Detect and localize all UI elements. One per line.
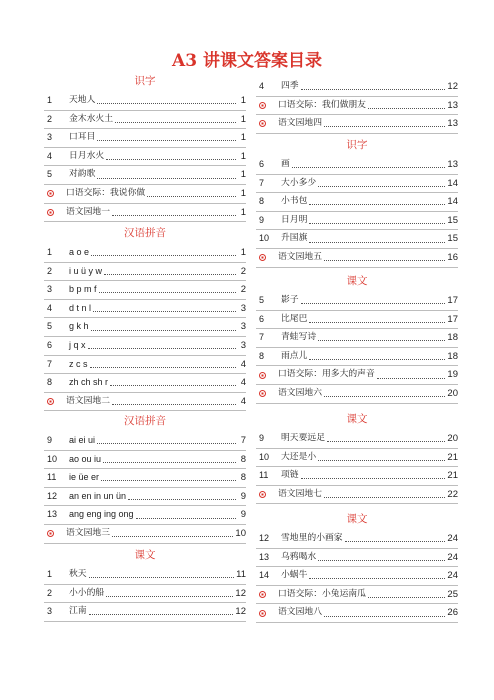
toc-entry[interactable] — [256, 329, 458, 348]
entry-label: an en in un ün — [69, 490, 127, 501]
toc-entry[interactable] — [44, 374, 246, 393]
entry-label: 小小的船 — [69, 587, 105, 598]
entry-label: 语文园地三 — [66, 527, 110, 538]
page-number: 1 — [240, 247, 246, 258]
dot-leader — [90, 367, 236, 368]
page-number: 4 — [240, 358, 246, 370]
entry-number: 11 — [47, 472, 57, 483]
entry-number: 8 — [259, 350, 265, 361]
entry-label: 雨点儿 — [281, 350, 308, 361]
entry-number: 5 — [259, 295, 265, 305]
entry-number: 7 — [47, 358, 53, 369]
page-number: 4 — [240, 395, 246, 407]
entry-label: 江南 — [69, 606, 87, 617]
toc-entry[interactable] — [256, 467, 458, 486]
page-title: A3 讲课文答案目录 — [172, 51, 322, 71]
entry-label: 升国旗 — [281, 233, 308, 244]
page-number: 4 — [240, 377, 246, 389]
page-number: 21 — [447, 451, 458, 463]
dot-leader — [91, 330, 236, 331]
dot-leader — [106, 596, 233, 597]
dot-leader — [97, 103, 236, 104]
entry-label: 金木水火土 — [69, 113, 113, 124]
page-number: 3 — [240, 339, 246, 351]
toc-entry[interactable] — [256, 530, 458, 549]
dot-leader — [309, 359, 445, 360]
entry-number: 6 — [259, 313, 265, 324]
entry-number: 9 — [259, 214, 265, 225]
section-heading: 汉语拼音 — [124, 227, 166, 239]
toc-entry[interactable] — [44, 488, 246, 507]
entry-number: 1 — [47, 95, 53, 105]
page-number: 8 — [240, 453, 246, 465]
entry-label: ie üe er — [69, 472, 100, 483]
bullet-icon — [44, 398, 66, 405]
entry-label: 雪地里的小画家 — [281, 533, 343, 543]
toc-entry[interactable] — [256, 385, 458, 404]
entry-label: 语文园地一 — [66, 206, 110, 217]
toc-entry[interactable] — [256, 311, 458, 330]
dot-leader — [112, 536, 233, 537]
entry-number: 13 — [259, 551, 270, 562]
entry-number: 9 — [47, 435, 53, 445]
page-number: 10 — [235, 527, 246, 539]
entry-label: 大小多少 — [281, 177, 317, 188]
page-number: 20 — [447, 387, 458, 399]
page-number: 13 — [447, 99, 458, 111]
entry-label: 语文园地五 — [278, 251, 322, 262]
dot-leader — [318, 560, 445, 561]
toc-section — [256, 78, 458, 134]
dot-leader — [101, 480, 236, 481]
dot-leader — [309, 204, 445, 205]
entry-label: 画 — [281, 159, 290, 169]
page-number: 3 — [240, 302, 246, 314]
page-number: 17 — [447, 313, 458, 325]
dot-leader — [301, 89, 446, 90]
entry-number: 2 — [47, 265, 53, 276]
toc-section — [256, 510, 458, 623]
page-number: 1 — [240, 150, 246, 162]
bullet-icon — [256, 591, 278, 598]
entry-number: 14 — [259, 570, 270, 581]
page-number: 2 — [240, 284, 246, 296]
toc-entry[interactable] — [256, 486, 458, 505]
entry-number: 10 — [259, 451, 270, 462]
dot-leader — [327, 441, 445, 442]
toc-entry[interactable] — [44, 244, 246, 263]
toc-entry[interactable] — [256, 156, 458, 175]
toc-entry[interactable] — [256, 586, 458, 605]
entry-label: 口语交际：用多大的声音 — [278, 369, 375, 380]
toc-entry[interactable] — [256, 175, 458, 194]
entry-number: 10 — [259, 233, 270, 244]
entry-label: 小蜗牛 — [281, 570, 308, 581]
entry-label: d t n l — [69, 302, 92, 313]
dot-leader — [89, 614, 234, 615]
bullet-icon — [256, 390, 278, 397]
dot-leader — [324, 126, 445, 127]
page-number: 18 — [447, 350, 458, 362]
dot-leader — [112, 404, 236, 405]
section-heading: 课文 — [346, 513, 368, 525]
section-heading: 识字 — [134, 75, 156, 87]
bullet-icon — [256, 610, 278, 617]
entry-number: 8 — [47, 377, 53, 388]
entry-label: 对韵歌 — [69, 169, 96, 180]
bullet-icon — [44, 190, 66, 197]
toc-entry[interactable] — [256, 212, 458, 231]
entry-number: 12 — [47, 490, 58, 501]
dot-leader — [324, 260, 445, 261]
dot-leader — [377, 378, 446, 379]
toc-entry[interactable] — [256, 97, 458, 116]
toc-entry[interactable] — [44, 111, 246, 130]
toc-section — [44, 546, 246, 622]
toc-entry[interactable] — [256, 549, 458, 568]
toc-entry[interactable] — [44, 185, 246, 204]
entry-label: 语文园地二 — [66, 395, 110, 406]
dot-leader — [97, 140, 236, 141]
dot-leader — [93, 311, 236, 312]
section-heading: 课文 — [346, 413, 368, 425]
entry-number: 10 — [47, 453, 58, 464]
page-number: 20 — [447, 433, 458, 444]
entry-label: 语文园地八 — [278, 607, 322, 618]
page-number: 25 — [447, 588, 458, 600]
entry-label: zh ch sh r — [69, 377, 109, 388]
dot-leader — [292, 167, 446, 168]
dot-leader — [345, 541, 446, 542]
toc-entry[interactable] — [44, 300, 246, 319]
toc-entry[interactable] — [256, 78, 458, 97]
toc-entry[interactable] — [44, 356, 246, 375]
entry-label: 秋天 — [69, 569, 87, 579]
entry-number: 1 — [47, 569, 53, 579]
section-heading: 课文 — [346, 275, 368, 287]
dot-leader — [147, 196, 236, 197]
entry-number: 13 — [47, 509, 58, 520]
entry-number: 8 — [259, 196, 265, 207]
entry-label: 语文园地七 — [278, 488, 322, 499]
toc-entry[interactable] — [44, 393, 246, 412]
bullet-icon — [256, 120, 278, 127]
dot-leader — [318, 460, 445, 461]
section-heading: 课文 — [134, 549, 156, 561]
dot-leader — [106, 159, 236, 160]
page-number: 26 — [447, 607, 458, 619]
toc-section — [256, 136, 458, 268]
dot-leader — [309, 242, 445, 243]
entry-number: 7 — [259, 177, 265, 188]
dot-leader — [110, 385, 236, 386]
dot-leader — [97, 178, 236, 179]
page-number: 21 — [447, 470, 458, 482]
dot-leader — [309, 322, 445, 323]
toc-entry[interactable] — [44, 204, 246, 223]
page-number: 17 — [447, 295, 458, 306]
page-number: 15 — [447, 214, 458, 226]
page-number: 1 — [240, 206, 246, 218]
dot-leader — [112, 215, 236, 216]
toc-entry[interactable] — [44, 129, 246, 148]
entry-number: 3 — [47, 132, 53, 143]
entry-label: 明天要远足 — [281, 433, 325, 443]
toc-entry[interactable] — [44, 603, 246, 622]
toc-section — [256, 272, 458, 404]
dot-leader — [324, 497, 445, 498]
page-number: 3 — [240, 321, 246, 333]
toc-entry[interactable] — [44, 432, 246, 451]
dot-leader — [301, 478, 446, 479]
toc-entry[interactable] — [44, 469, 246, 488]
entry-number: 1 — [47, 247, 53, 257]
entry-label: 语文园地四 — [278, 118, 322, 129]
toc-entry[interactable] — [44, 263, 246, 282]
bullet-icon — [44, 209, 66, 216]
entry-number: 7 — [259, 332, 265, 343]
dot-leader — [97, 443, 236, 444]
dot-leader — [99, 292, 236, 293]
dot-leader — [368, 108, 445, 109]
entry-label: 大还是小 — [281, 451, 317, 462]
dot-leader — [368, 597, 445, 598]
entry-number: 6 — [47, 339, 53, 350]
entry-label: ang eng ing ong — [69, 509, 134, 520]
entry-number: 3 — [47, 606, 53, 617]
page-number: 12 — [235, 606, 246, 618]
dot-leader — [324, 616, 445, 617]
dot-leader — [318, 340, 445, 341]
entry-number: 2 — [47, 113, 53, 124]
entry-label: b p m f — [69, 284, 97, 295]
toc-section — [44, 224, 246, 411]
toc-section — [256, 410, 458, 504]
toc-entry[interactable] — [256, 230, 458, 249]
toc-entry[interactable] — [44, 166, 246, 185]
entry-label: ai ei ui — [69, 435, 96, 445]
toc-entry[interactable] — [44, 585, 246, 604]
entry-label: 口语交际：我说你做 — [66, 187, 146, 198]
page-number: 9 — [240, 509, 246, 521]
entry-label: a o e — [69, 247, 90, 257]
page-number: 24 — [447, 551, 458, 563]
page-number: 11 — [236, 569, 246, 580]
page-number: 13 — [447, 159, 458, 170]
toc-entry[interactable] — [256, 115, 458, 134]
section-heading: 识字 — [346, 139, 368, 151]
toc-entry[interactable] — [256, 348, 458, 367]
bullet-icon — [44, 530, 66, 537]
page-number: 24 — [447, 533, 458, 544]
section-heading: 汉语拼音 — [124, 415, 166, 427]
page-number: 1 — [240, 132, 246, 144]
entry-label: 小书包 — [281, 196, 308, 207]
toc-entry[interactable] — [44, 337, 246, 356]
page-number: 24 — [447, 570, 458, 582]
entry-label: 影子 — [281, 295, 299, 305]
bullet-icon — [256, 491, 278, 498]
toc-section — [44, 412, 246, 544]
entry-number: 3 — [47, 284, 53, 295]
toc-entry[interactable] — [44, 451, 246, 470]
page-number: 18 — [447, 332, 458, 344]
dot-leader — [104, 274, 236, 275]
entry-number: 11 — [259, 470, 269, 481]
entry-label: g k h — [69, 321, 89, 332]
page-number: 15 — [447, 233, 458, 245]
toc-entry[interactable] — [256, 249, 458, 268]
entry-label: 比尾巴 — [281, 313, 308, 324]
dot-leader — [103, 462, 236, 463]
entry-label: 四季 — [281, 81, 299, 91]
bullet-icon — [256, 372, 278, 379]
entry-number: 2 — [47, 587, 53, 598]
entry-number: 6 — [259, 159, 265, 169]
toc-entry[interactable] — [44, 318, 246, 337]
bullet-icon — [256, 102, 278, 109]
entry-label: j q x — [69, 339, 86, 350]
dot-leader — [301, 303, 446, 304]
dot-leader — [88, 348, 236, 349]
entry-label: 天地人 — [69, 95, 96, 105]
toc-entry[interactable] — [256, 292, 458, 311]
page-number: 12 — [235, 587, 246, 599]
dot-leader — [309, 223, 445, 224]
toc-entry[interactable] — [44, 148, 246, 167]
page-number: 16 — [447, 251, 458, 263]
entry-label: 青蛙写诗 — [281, 332, 317, 343]
toc-entry[interactable] — [256, 193, 458, 212]
entry-label: 日月明 — [281, 214, 308, 225]
dot-leader — [309, 578, 445, 579]
entry-number: 4 — [47, 302, 53, 313]
page-number: 1 — [240, 169, 246, 181]
dot-leader — [115, 122, 236, 123]
page-number: 7 — [240, 435, 246, 446]
entry-label: 口语交际：我们做朋友 — [278, 99, 366, 110]
page-number: 22 — [447, 488, 458, 500]
entry-number: 4 — [259, 81, 265, 91]
entry-label: 日月水火 — [69, 150, 105, 161]
dot-leader — [324, 396, 445, 397]
entry-number: 5 — [47, 321, 53, 332]
page-number: 14 — [447, 196, 458, 208]
entry-label: 语文园地六 — [278, 387, 322, 398]
toc-entry[interactable] — [44, 506, 246, 525]
entry-number: 4 — [47, 150, 53, 161]
toc-entry[interactable] — [256, 449, 458, 468]
entry-label: 口耳目 — [69, 132, 96, 143]
toc-entry[interactable] — [44, 525, 246, 544]
entry-number: 12 — [259, 533, 270, 543]
toc-entry[interactable] — [44, 92, 246, 111]
page-number: 1 — [240, 95, 246, 106]
page-number: 1 — [240, 113, 246, 125]
dot-leader — [136, 518, 236, 519]
page-number: 14 — [447, 177, 458, 189]
entry-label: z c s — [69, 358, 88, 369]
entry-label: 乌鸦喝水 — [281, 551, 317, 562]
page-number: 1 — [240, 187, 246, 199]
toc-section — [44, 72, 246, 222]
entry-number: 9 — [259, 433, 265, 443]
entry-label: i u ü y w — [69, 265, 103, 276]
dot-leader — [89, 577, 235, 578]
toc-entry[interactable] — [44, 281, 246, 300]
entry-label: ao ou iu — [69, 453, 102, 464]
bullet-icon — [256, 254, 278, 261]
page-number: 8 — [240, 472, 246, 484]
dot-leader — [318, 186, 445, 187]
entry-label: 口语交际：小兔运南瓜 — [278, 588, 366, 599]
dot-leader — [128, 499, 236, 500]
toc-entry[interactable] — [44, 566, 246, 585]
entry-number: 5 — [47, 169, 53, 180]
toc-entry[interactable] — [256, 430, 458, 449]
page-number: 13 — [447, 118, 458, 130]
page-number: 2 — [240, 265, 246, 277]
dot-leader — [91, 255, 236, 256]
page-number: 19 — [447, 369, 458, 381]
entry-label: 项链 — [281, 470, 299, 481]
toc-entry[interactable] — [256, 366, 458, 385]
page-number: 9 — [240, 490, 246, 502]
toc-entry[interactable] — [256, 567, 458, 586]
page-number: 12 — [447, 81, 458, 92]
toc-entry[interactable] — [256, 604, 458, 623]
